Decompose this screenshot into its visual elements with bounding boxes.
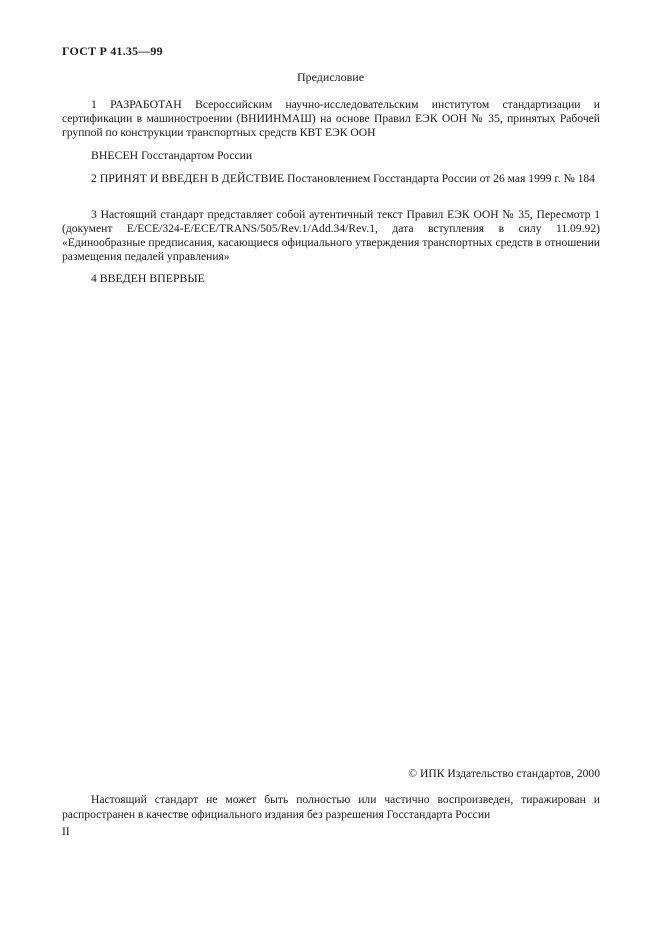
- reproduction-notice: Настоящий стандарт не может быть полностью или частично воспроизведен, тиражирован и распространен в качестве официального издания без разрешения Госстандарта России: [62, 793, 600, 821]
- section-title-foreword: Предисловие: [296, 70, 365, 84]
- page-number: II: [62, 825, 70, 838]
- copyright-line: © ИПК Издательство стандартов, 2000: [408, 767, 600, 780]
- item-number: 1: [91, 98, 97, 111]
- item-text: Настоящий стандарт представляет собой аутентичный текст Правил ЕЭК ООН № 35, Пересмотр 1 (документ E/ECE/324-E/ECE/TRANS/505/Rev.1/Add.34/Rev.1, дата вступления в силу 11.09.92) «Единообразные предписания, касающиеся официального утверждения транспортных средств в отношении размещения педалей управления»: [62, 208, 600, 263]
- item-heading: ВНЕСЕН: [91, 148, 139, 162]
- item-text: Всероссийским научно-исследовательским институтом стандартизации и сертификации в машиностроении (ВНИИНМАШ) на основе Правил ЕЭК ООН № 35, принятых Рабочей группой по конструкции транспортных средств КВТ ЕЭК ООН: [62, 98, 600, 139]
- item-heading: РАЗРАБОТАН: [110, 97, 182, 111]
- paragraph-submitted: [62, 148, 600, 163]
- item-text: Госстандартом России: [141, 149, 253, 162]
- paragraph-item-4: [62, 271, 600, 286]
- item-number: 2: [91, 172, 97, 185]
- item-heading: ВВЕДЕН ВПЕРВЫЕ: [99, 271, 205, 285]
- item-number: 3: [91, 208, 97, 221]
- paragraph-item-1: [62, 97, 600, 140]
- paragraph-item-3: [62, 208, 600, 264]
- item-text: Постановлением Госстандарта России от 26 мая 1999 г. № 184: [287, 172, 595, 185]
- document-code: ГОСТ Р 41.35—99: [62, 44, 163, 58]
- item-number: 4: [91, 272, 97, 285]
- paragraph-item-2: [62, 171, 600, 186]
- item-heading: ПРИНЯТ И ВВЕДЕН В ДЕЙСТВИЕ: [99, 171, 285, 185]
